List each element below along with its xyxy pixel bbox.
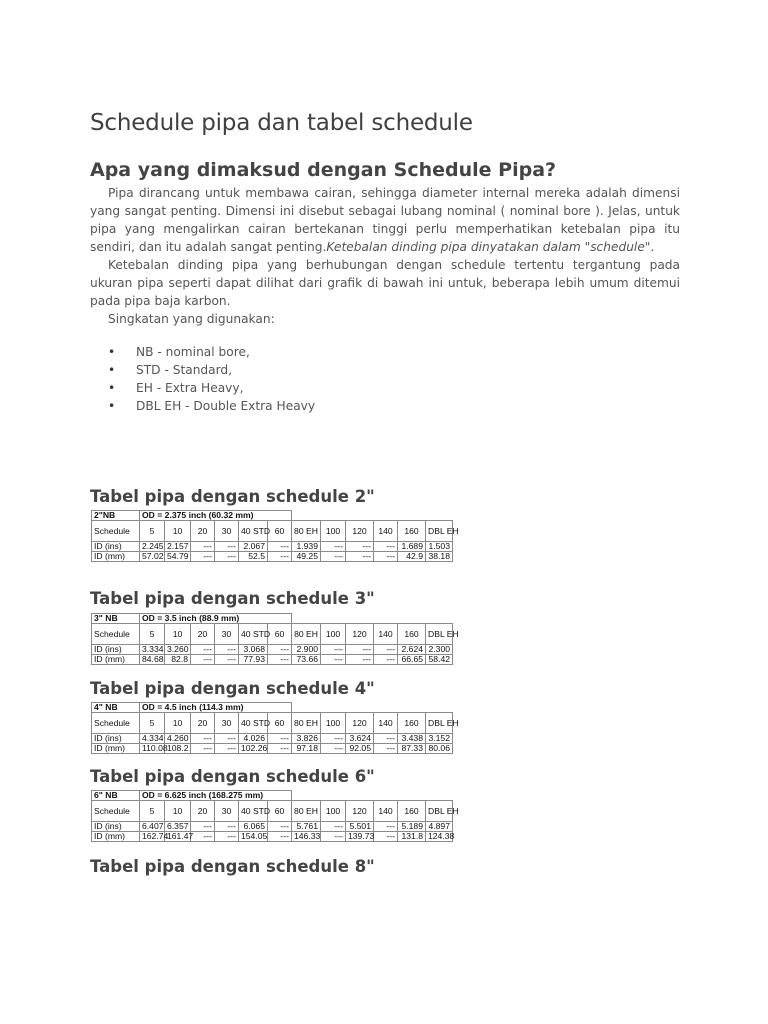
value-cell: 54.79 xyxy=(165,552,191,562)
row-label-cell: ID (mm) xyxy=(92,832,140,842)
list-item-text: NB - nominal bore, xyxy=(136,345,250,359)
schedule-label-cell: Schedule xyxy=(92,624,140,645)
empty-cell xyxy=(292,791,453,801)
schedule-cell: 120 xyxy=(346,801,374,822)
schedule-cell: 100 xyxy=(321,521,346,542)
table-heading-3in: Tabel pipa dengan schedule 3" xyxy=(90,589,375,608)
schedule-cell: 40 STD xyxy=(239,713,268,734)
schedule-cell: 20 xyxy=(191,521,215,542)
schedule-cell: 10 xyxy=(165,624,191,645)
schedule-row xyxy=(92,801,453,822)
value-cell: 4.897 xyxy=(426,822,453,832)
table-header-row xyxy=(92,791,453,801)
value-cell: --- xyxy=(215,734,239,744)
paragraph-1-end: . xyxy=(650,240,655,254)
table-row xyxy=(92,542,453,552)
value-cell: 66.65 xyxy=(398,655,426,665)
schedule-cell: 60 xyxy=(268,801,292,822)
schedule-cell: 160 xyxy=(398,713,426,734)
value-cell: --- xyxy=(191,552,215,562)
value-cell: --- xyxy=(268,655,292,665)
schedule-row xyxy=(92,624,453,645)
schedule-cell: 30 xyxy=(215,521,239,542)
value-cell: 4.334 xyxy=(140,734,165,744)
value-cell: --- xyxy=(191,734,215,744)
value-cell: --- xyxy=(268,734,292,744)
value-cell: --- xyxy=(374,822,398,832)
value-cell: 6.065 xyxy=(239,822,268,832)
value-cell: 124.38 xyxy=(426,832,453,842)
value-cell: 57.02 xyxy=(140,552,165,562)
schedule-cell: 60 xyxy=(268,624,292,645)
value-cell: 2.900 xyxy=(292,645,321,655)
schedule-cell: DBL EH xyxy=(426,521,453,542)
value-cell: 110.08 xyxy=(140,744,165,754)
schedule-cell: 100 xyxy=(321,713,346,734)
table-header-row xyxy=(92,703,453,713)
value-cell: 146.33 xyxy=(292,832,321,842)
value-cell: 1.689 xyxy=(398,542,426,552)
schedule-cell: 10 xyxy=(165,713,191,734)
schedule-cell: 5 xyxy=(140,521,165,542)
row-label-cell: ID (mm) xyxy=(92,655,140,665)
value-cell: --- xyxy=(374,655,398,665)
pipe-table-2in xyxy=(91,510,459,562)
value-cell: 4.260 xyxy=(165,734,191,744)
value-cell: --- xyxy=(215,744,239,754)
row-label-cell: ID (mm) xyxy=(92,744,140,754)
value-cell: 3.826 xyxy=(292,734,321,744)
value-cell: --- xyxy=(374,832,398,842)
value-cell: --- xyxy=(268,832,292,842)
paragraph-1 xyxy=(90,184,680,256)
schedule-cell: 140 xyxy=(374,801,398,822)
table-heading-8in: Tabel pipa dengan schedule 8" xyxy=(90,857,375,876)
value-cell: --- xyxy=(321,744,346,754)
value-cell: 82.8 xyxy=(165,655,191,665)
value-cell: --- xyxy=(321,542,346,552)
value-cell: --- xyxy=(346,542,374,552)
value-cell: --- xyxy=(191,655,215,665)
value-cell: --- xyxy=(191,832,215,842)
value-cell: --- xyxy=(268,744,292,754)
schedule-cell: 5 xyxy=(140,624,165,645)
value-cell: --- xyxy=(215,832,239,842)
value-cell: --- xyxy=(346,645,374,655)
outer-diameter-cell: OD = 4.5 inch (114.3 mm) xyxy=(140,703,292,713)
schedule-cell: 30 xyxy=(215,624,239,645)
value-cell: --- xyxy=(321,734,346,744)
schedule-label-cell: Schedule xyxy=(92,713,140,734)
value-cell: 131.8 xyxy=(398,832,426,842)
value-cell: --- xyxy=(191,542,215,552)
schedule-cell: 80 EH xyxy=(292,624,321,645)
value-cell: 2.157 xyxy=(165,542,191,552)
value-cell: 154.05 xyxy=(239,832,268,842)
value-cell: 2.624 xyxy=(398,645,426,655)
schedule-cell: 140 xyxy=(374,521,398,542)
value-cell: --- xyxy=(215,655,239,665)
schedule-cell: 40 STD xyxy=(239,801,268,822)
table-row xyxy=(92,655,453,665)
value-cell: --- xyxy=(374,552,398,562)
value-cell: --- xyxy=(268,645,292,655)
value-cell: --- xyxy=(191,822,215,832)
list-item xyxy=(108,397,315,415)
bullet-icon: • xyxy=(108,345,116,359)
value-cell: 161.47 xyxy=(165,832,191,842)
value-cell: --- xyxy=(268,822,292,832)
schedule-cell: 140 xyxy=(374,624,398,645)
schedule-row xyxy=(92,713,453,734)
section-heading: Apa yang dimaksud dengan Schedule Pipa? xyxy=(90,159,557,181)
bullet-icon: • xyxy=(108,399,116,413)
schedule-cell: 100 xyxy=(321,801,346,822)
bullet-icon: • xyxy=(108,363,116,377)
value-cell: 102.26 xyxy=(239,744,268,754)
value-cell: --- xyxy=(374,734,398,744)
empty-cell xyxy=(292,614,453,624)
value-cell: --- xyxy=(321,552,346,562)
value-cell: --- xyxy=(321,832,346,842)
value-cell: 73.66 xyxy=(292,655,321,665)
schedule-cell: 20 xyxy=(191,624,215,645)
value-cell: --- xyxy=(268,542,292,552)
value-cell: 5.189 xyxy=(398,822,426,832)
value-cell: 52.5 xyxy=(239,552,268,562)
value-cell: --- xyxy=(191,744,215,754)
value-cell: --- xyxy=(321,645,346,655)
schedule-cell: 160 xyxy=(398,521,426,542)
value-cell: 77.93 xyxy=(239,655,268,665)
body-text xyxy=(90,184,680,328)
schedule-cell: 10 xyxy=(165,521,191,542)
value-cell: --- xyxy=(321,655,346,665)
schedule-cell: 120 xyxy=(346,713,374,734)
schedule-cell: 30 xyxy=(215,801,239,822)
schedule-cell: 120 xyxy=(346,624,374,645)
value-cell: --- xyxy=(215,645,239,655)
schedule-cell: 120 xyxy=(346,521,374,542)
value-cell: 58.42 xyxy=(426,655,453,665)
value-cell: 3.260 xyxy=(165,645,191,655)
value-cell: 3.438 xyxy=(398,734,426,744)
value-cell: 49.25 xyxy=(292,552,321,562)
value-cell: --- xyxy=(346,655,374,665)
schedule-cell: 5 xyxy=(140,801,165,822)
value-cell: 3.068 xyxy=(239,645,268,655)
table-row xyxy=(92,822,453,832)
table-header-row xyxy=(92,511,453,521)
value-cell: 84.68 xyxy=(140,655,165,665)
table-header-row xyxy=(92,614,453,624)
value-cell: 108.2 xyxy=(165,744,191,754)
table-row xyxy=(92,832,453,842)
table-row xyxy=(92,734,453,744)
table-row xyxy=(92,552,453,562)
schedule-cell: 20 xyxy=(191,713,215,734)
outer-diameter-cell: OD = 2.375 inch (60.32 mm) xyxy=(140,511,292,521)
value-cell: 1.939 xyxy=(292,542,321,552)
pipe-table-3in xyxy=(91,613,459,665)
list-item xyxy=(108,343,315,361)
paragraph-1-italic: Ketebalan dinding pipa dinyatakan dalam "schedule" xyxy=(326,240,651,254)
value-cell: --- xyxy=(374,645,398,655)
schedule-cell: 140 xyxy=(374,713,398,734)
schedule-cell: 10 xyxy=(165,801,191,822)
value-cell: 1.503 xyxy=(426,542,453,552)
value-cell: 4.026 xyxy=(239,734,268,744)
schedule-cell: 60 xyxy=(268,713,292,734)
value-cell: 2.300 xyxy=(426,645,453,655)
value-cell: 42.9 xyxy=(398,552,426,562)
schedule-cell: 80 EH xyxy=(292,521,321,542)
outer-diameter-cell: OD = 3.5 inch (88.9 mm) xyxy=(140,614,292,624)
value-cell: 38.18 xyxy=(426,552,453,562)
list-item-text: EH - Extra Heavy, xyxy=(136,381,244,395)
value-cell: --- xyxy=(215,542,239,552)
value-cell: --- xyxy=(321,822,346,832)
nominal-bore-cell: 2"NB xyxy=(92,511,140,521)
value-cell: 139.73 xyxy=(346,832,374,842)
abbreviation-list xyxy=(108,343,315,415)
schedule-label-cell: Schedule xyxy=(92,521,140,542)
nominal-bore-cell: 4" NB xyxy=(92,703,140,713)
value-cell: 6.407 xyxy=(140,822,165,832)
value-cell: --- xyxy=(191,645,215,655)
list-item xyxy=(108,361,315,379)
schedule-cell: 80 EH xyxy=(292,801,321,822)
schedule-cell: DBL EH xyxy=(426,713,453,734)
value-cell: 3.624 xyxy=(346,734,374,744)
pipe-table-6in xyxy=(91,790,459,842)
row-label-cell: ID (ins) xyxy=(92,645,140,655)
pipe-table-4in xyxy=(91,702,459,754)
schedule-cell: 20 xyxy=(191,801,215,822)
value-cell: 3.152 xyxy=(426,734,453,744)
list-item-text: STD - Standard, xyxy=(136,363,233,377)
empty-cell xyxy=(292,511,453,521)
schedule-cell: 5 xyxy=(140,713,165,734)
value-cell: 6.357 xyxy=(165,822,191,832)
value-cell: 3.334 xyxy=(140,645,165,655)
paragraph-3: Singkatan yang digunakan: xyxy=(108,312,275,326)
value-cell: 2.245 xyxy=(140,542,165,552)
empty-cell xyxy=(292,703,453,713)
schedule-cell: 30 xyxy=(215,713,239,734)
table-heading-4in: Tabel pipa dengan schedule 4" xyxy=(90,679,375,698)
value-cell: --- xyxy=(268,552,292,562)
schedule-label-cell: Schedule xyxy=(92,801,140,822)
table-heading-6in: Tabel pipa dengan schedule 6" xyxy=(90,767,375,786)
paragraph-1-text: Pipa dirancang untuk membawa cairan, sehingga diameter internal mereka adalah dimensi yang sangat penting. Dimensi ini disebut sebagai lubang nominal ( nominal bore ). Jelas, untuk pipa yang mengalirkan cairan bertekanan tinggi perlu memperhatikan ketebalan pipa itu sendiri, dan itu adalah sangat penting. xyxy=(90,186,680,254)
value-cell: --- xyxy=(215,822,239,832)
value-cell: 5.501 xyxy=(346,822,374,832)
value-cell: --- xyxy=(346,552,374,562)
nominal-bore-cell: 6" NB xyxy=(92,791,140,801)
table-heading-2in: Tabel pipa dengan schedule 2" xyxy=(90,487,375,506)
bullet-icon: • xyxy=(108,381,116,395)
value-cell: --- xyxy=(374,542,398,552)
value-cell: 2.067 xyxy=(239,542,268,552)
schedule-cell: 80 EH xyxy=(292,713,321,734)
schedule-cell: 40 STD xyxy=(239,624,268,645)
row-label-cell: ID (mm) xyxy=(92,552,140,562)
schedule-cell: 160 xyxy=(398,624,426,645)
paragraph-2: Ketebalan dinding pipa yang berhubungan dengan schedule tertentu tergantung pada ukuran pipa seperti dapat dilihat dari grafik di bawah ini untuk, beberapa lebih umum ditemui pada pipa baja karbon. xyxy=(90,258,680,308)
schedule-cell: 160 xyxy=(398,801,426,822)
value-cell: --- xyxy=(215,552,239,562)
value-cell: 87.33 xyxy=(398,744,426,754)
value-cell: 5.761 xyxy=(292,822,321,832)
list-item-text: DBL EH - Double Extra Heavy xyxy=(136,399,316,413)
table-row xyxy=(92,645,453,655)
schedule-cell: DBL EH xyxy=(426,624,453,645)
value-cell: 92.05 xyxy=(346,744,374,754)
value-cell: 80.06 xyxy=(426,744,453,754)
page-title: Schedule pipa dan tabel schedule xyxy=(90,110,473,136)
schedule-cell: 60 xyxy=(268,521,292,542)
list-item xyxy=(108,379,315,397)
row-label-cell: ID (ins) xyxy=(92,542,140,552)
row-label-cell: ID (ins) xyxy=(92,822,140,832)
schedule-cell: DBL EH xyxy=(426,801,453,822)
value-cell: 97.18 xyxy=(292,744,321,754)
outer-diameter-cell: OD = 6.625 inch (168.275 mm) xyxy=(140,791,292,801)
schedule-cell: 40 STD xyxy=(239,521,268,542)
value-cell: --- xyxy=(374,744,398,754)
schedule-cell: 100 xyxy=(321,624,346,645)
nominal-bore-cell: 3" NB xyxy=(92,614,140,624)
schedule-row xyxy=(92,521,453,542)
table-row xyxy=(92,744,453,754)
row-label-cell: ID (ins) xyxy=(92,734,140,744)
value-cell: 162.74 xyxy=(140,832,165,842)
